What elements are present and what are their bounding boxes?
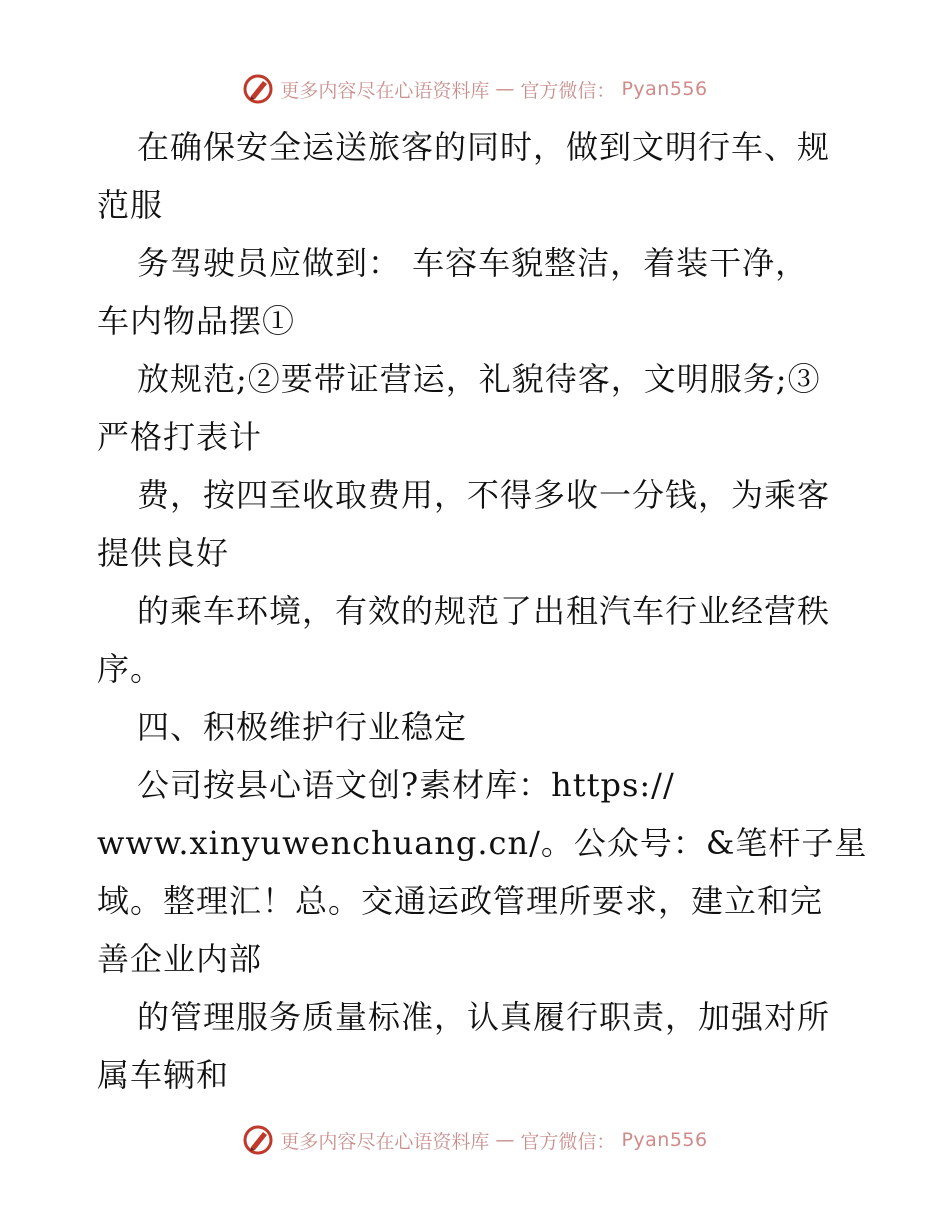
- text-line: 属车辆和: [97, 1056, 230, 1094]
- text-line: 公司按县心语文创?素材库：https://: [137, 766, 675, 804]
- banner-separator: —: [495, 1129, 515, 1151]
- text-line: 费，按四至收取费用，不得多收一分钱，为乘客: [137, 476, 831, 514]
- text-line: www.xinyuwenchuang.cn/。公众号：&笔杆子星: [97, 824, 868, 862]
- banner-text: 更多内容尽在心语资料库: [280, 1130, 490, 1153]
- pen-logo-icon: [242, 1124, 274, 1156]
- banner-wechat-id: Pyan556: [621, 1129, 708, 1151]
- banner-wechat-id: Pyan556: [621, 78, 708, 100]
- text-line: 序。: [97, 650, 164, 688]
- banner-wechat-label: 官方微信：: [520, 1130, 616, 1153]
- text-line: 善企业内部: [97, 940, 263, 978]
- footer-banner: [0, 1120, 950, 1160]
- header-banner: [0, 69, 950, 109]
- text-line: 提供良好: [97, 534, 230, 572]
- pen-logo-icon: [242, 73, 274, 105]
- text-line: 车内物品摆①: [97, 302, 296, 340]
- text-line: 严格打表计: [97, 418, 263, 456]
- text-line: 务驾驶员应做到： 车容车貌整洁，着装干净，: [137, 244, 809, 282]
- text-line: 的管理服务质量标准，认真履行职责，加强对所: [137, 998, 831, 1036]
- banner-wechat-label: 官方微信：: [520, 79, 616, 102]
- text-line: 范服: [97, 186, 164, 224]
- banner-separator: —: [495, 78, 515, 100]
- text-line: 放规范;②要带证营运，礼貌待客，文明服务;③: [137, 360, 821, 398]
- text-line: 在确保安全运送旅客的同时，做到文明行车、规: [137, 128, 831, 166]
- text-line: 的乘车环境，有效的规范了出租汽车行业经营秩: [137, 592, 831, 630]
- banner-text: 更多内容尽在心语资料库: [280, 79, 490, 102]
- text-line: 域。整理汇！总。交通运政管理所要求，建立和完: [97, 882, 824, 920]
- document-body: [97, 118, 867, 1104]
- section-heading: 四、积极维护行业稳定: [137, 708, 468, 746]
